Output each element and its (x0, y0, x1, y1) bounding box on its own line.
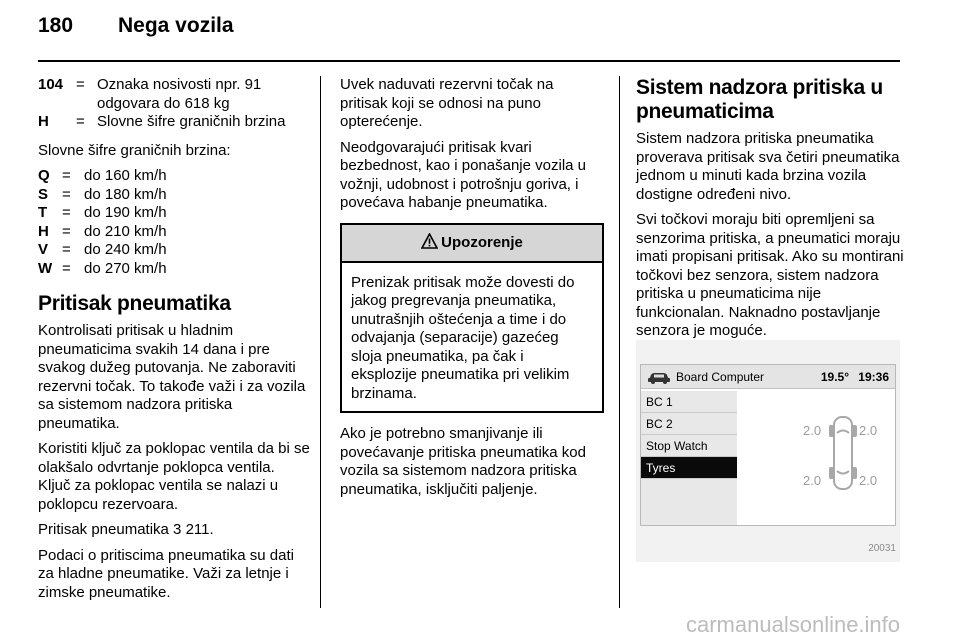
menu-item-bc1[interactable]: BC 1 (641, 391, 737, 413)
warning-box (340, 223, 604, 414)
page-number: 180 (38, 14, 74, 37)
car-top-view-icon (827, 413, 859, 493)
paragraph: Podaci o pritiscima pneumatika su dati za hladne pneumatike. Važi za letnje i zimske pneumatike. (38, 546, 294, 601)
column-divider-2 (619, 76, 620, 608)
def-row: Q = do 160 km/h (38, 167, 167, 184)
def-row: S = do 180 km/h (38, 185, 167, 203)
paragraph: Neodgovarajući pritisak kvari bezbednost, kao i ponašanje vozila u vožnji, udobnost i potrošnju goriva, i povećava habanje pneumatika. (340, 138, 587, 211)
page-header (38, 14, 234, 50)
display-menu (641, 391, 737, 525)
display-title: Board Computer (676, 369, 765, 384)
def-row: V = do 240 km/h (38, 241, 167, 258)
menu-item-bc2[interactable]: BC 2 (641, 413, 737, 435)
column-1 (38, 76, 310, 609)
display-top-bar (641, 365, 895, 389)
page-reference-link[interactable]: Pritisak pneumatika 3 211. (38, 521, 214, 538)
header-divider (38, 60, 900, 62)
tyre-front-left-value: 2.0 (803, 423, 822, 438)
paragraph: Kontrolisati pritisak u hladnim pneumaticima svakih 14 dana i pre svakog dužeg putovanja. Ne zaboraviti rezervni točak. To takođe važi i za vozila sa sistemom nadzora pritiska pneumatika. (38, 322, 306, 432)
def-row: H = do 210 km/h (38, 222, 167, 240)
def-row: 104 = Oznaka nosivosti npr. 91 odgovara do 618 kg (38, 76, 262, 112)
warning-header (342, 225, 602, 263)
paragraph: Uvek naduvati rezervni točak na pritisak koji se odnosi na puno opterećenje. (340, 76, 554, 130)
column-divider-1 (320, 76, 321, 608)
outside-temperature: 19.5° (820, 369, 849, 384)
paragraph: Ako je potrebno smanjivanje ili povećavanje pritiska pneumatika kod vozila sa sistemom nadzora pritiska pneumatika, isključiti paljenje. (340, 425, 586, 498)
menu-item-tyres[interactable]: Tyres (641, 457, 737, 479)
tyre-pressure-panel (739, 391, 895, 525)
figure-number: 20031 (868, 543, 896, 554)
column-3 (636, 76, 904, 348)
section-heading-tpms: Sistem nadzora pritiska u pneumaticima (636, 76, 883, 123)
warning-triangle-icon (421, 233, 438, 253)
board-computer-figure (636, 340, 900, 562)
paragraph: Sistem nadzora pritiska pneumatika proverava pritisak sva četiri pneumatika jednom u minuti kada brzina vozila dostigne određeni nivo. (636, 130, 900, 203)
def-row: T = do 190 km/h (38, 204, 167, 221)
warning-title: Upozorenje (441, 234, 523, 251)
warning-text: Prenizak pritisak može dovesti do jakog pregrevanja pneumatika, unutrašnjih oštećenja a time i do odvajanja (separacije) gazećeg sloja pneumatika, pa čak i eksplozije pneumatika pri velikim brzinama. (351, 273, 575, 402)
speed-intro: Slovne šifre graničnih brzina: (38, 141, 231, 159)
tyre-rear-right-value: 2.0 (859, 473, 878, 488)
page-title: Nega vozila (118, 14, 234, 37)
menu-empty-area (641, 479, 737, 525)
watermark: carmanualsonline.info (686, 612, 901, 637)
tyre-rear-left-value: 2.0 (803, 473, 822, 488)
column-2 (340, 76, 604, 506)
board-computer-screen (640, 364, 896, 526)
clock-time: 19:36 (858, 369, 889, 384)
paragraph: Svi točkovi moraju biti opremljeni sa senzorima pritiska, a pneumatici moraju imati propisani pritisak. Ako su montirani točkovi bez senzora, sistem nadzora pritiska u pneumaticima nije funkcionalan. Naknadno postavljanje senzora je moguće. (636, 211, 904, 339)
section-heading-tyre-pressure: Pritisak pneumatika (38, 292, 231, 315)
paragraph: Koristiti ključ za poklopac ventila da bi se olakšalo odvrtanje poklopca ventila. Ključ za poklopac ventila se nalazi u poklopcu rezervoara. (38, 440, 310, 513)
def-row: H = Slovne šifre graničnih brzina (38, 113, 286, 130)
def-row: W = do 270 km/h (38, 259, 167, 277)
car-icon (647, 370, 671, 384)
load-index-list (38, 76, 310, 132)
menu-item-stop-watch[interactable]: Stop Watch (641, 435, 737, 457)
speed-code-list (38, 167, 310, 278)
tyre-front-right-value: 2.0 (859, 423, 878, 438)
